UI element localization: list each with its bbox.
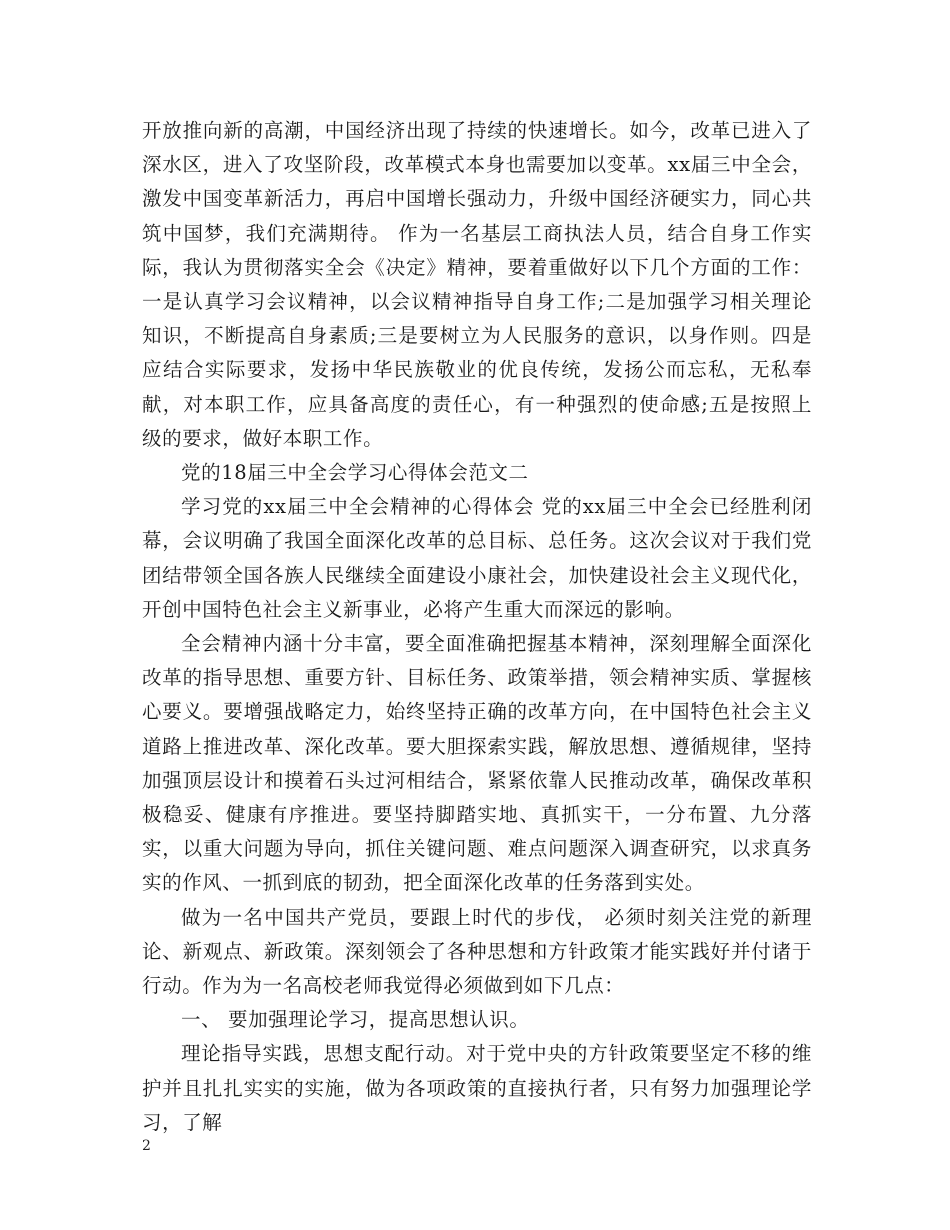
page-number: 2	[142, 1138, 151, 1154]
paragraph-plenum-closing: 学习党的xx届三中全会精神的心得体会 党的xx届三中全会已经胜利闭幕，会议明确了我国全面深化改革的总目标、总任务。这次会议对于我们党团结带领全国各族人民继续全面建设小康社会，加快建设社会主义现代化，开创中国特色社会主义新事业，必将产生重大而深远的影响。	[142, 495, 812, 621]
paragraph-theory-practice: 理论指导实践，思想支配行动。对于党中央的方针政策要坚定不移的维护并且扎扎实实的实施，做为各项政策的直接执行者，只有努力加强理论学习，了解	[142, 1042, 812, 1134]
section-heading-sample-two: 党的18届三中全会学习心得体会范文二	[181, 461, 529, 485]
paragraph-plenum-spirit: 全会精神内涵十分丰富，要全面准确把握基本精神，深刻理解全面深化改革的指导思想、重要方针、目标任务、政策举措，领会精神实质、掌握核心要义。要增强战略定力，始终坚持正确的改革方向，在中国特色社会主义道路上推进改革、深化改革。要大胆探索实践，解放思想、遵循规律，坚持加强顶层设计和摸着石头过河相结合，紧紧依靠人民推动改革，确保改革积极稳妥、健康有序推进。要坚持脚踏实地、真抓实干，一分布置、九分落实，以重大问题为导向，抓住关键问题、难点问题深入调查研究，以求真务实的作风、一抓到底的韧劲，把全面深化改革的任务落到实处。	[142, 632, 812, 895]
paragraph-reform-continuation: 开放推向新的高潮，中国经济出现了持续的快速增长。如今，改革已进入了深水区，进入了攻坚阶段，改革模式本身也需要加以变革。xx届三中全会，激发中国变革新活力，再启中国增长强动力，升级中国经济硬实力，同心共筑中国梦，我们充满期待。 作为一名基层工商执法人员，结合自身工作实际，我认为贯彻落实全会《决定》精神，要着重做好以下几个方面的工作：一是认真学习会议精神，以会议精神指导自身工作;二是加强学习相关理论知识，不断提高自身素质;三是要树立为人民服务的意识，以身作则。四是应结合实际要求，发扬中华民族敬业的优良传统，发扬公而忘私，无私奉献，对本职工作，应具备高度的责任心，有一种强烈的使命感;五是按照上级的要求，做好本职工作。	[142, 119, 812, 450]
paragraph-party-member: 做为一名中国共产党员，要跟上时代的步伐， 必须时刻关注党的新理论、新观点、新政策。深刻领会了各种思想和方针政策才能实践好并付诸于行动。作为为一名高校老师我觉得必须做到如下几点：	[142, 905, 812, 998]
document-body	[142, 114, 812, 1140]
list-item-point-one: 一、 要加强理论学习，提高思想认识。	[181, 1008, 530, 1032]
